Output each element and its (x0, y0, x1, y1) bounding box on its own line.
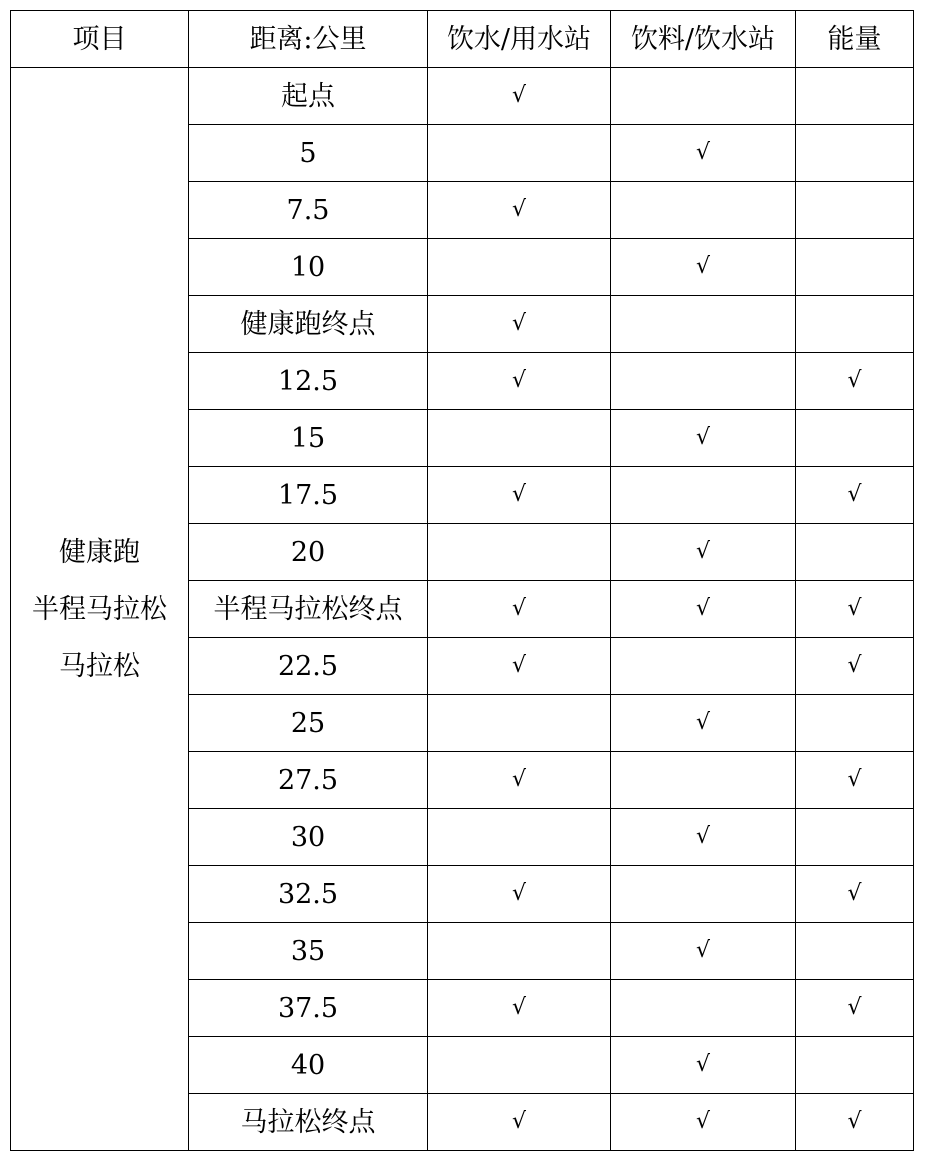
distance-cell: 7.5 (189, 182, 428, 239)
drink-station-check-cell: √ (611, 1037, 796, 1094)
drink-station-check-cell (611, 68, 796, 125)
project-name-line: 健康跑 (59, 536, 140, 568)
energy-check-cell: √ (796, 1094, 914, 1151)
table-row (11, 68, 914, 125)
energy-check-cell (796, 923, 914, 980)
drink-station-check-cell: √ (611, 1094, 796, 1151)
energy-check-cell: √ (796, 581, 914, 638)
energy-check-cell: √ (796, 467, 914, 524)
energy-check-cell (796, 1037, 914, 1094)
distance-cell: 40 (189, 1037, 428, 1094)
water-station-check-cell (428, 809, 611, 866)
project-name-line: 半程马拉松 (32, 593, 167, 625)
distance-cell: 健康跑终点 (189, 296, 428, 353)
supply-station-table-container (10, 10, 914, 1151)
water-station-check-cell (428, 923, 611, 980)
energy-check-cell: √ (796, 980, 914, 1037)
water-station-check-cell (428, 1037, 611, 1094)
drink-station-check-cell: √ (611, 809, 796, 866)
drink-station-check-cell: √ (611, 695, 796, 752)
project-cell (11, 68, 189, 1151)
energy-check-cell (796, 125, 914, 182)
drink-station-check-cell: √ (611, 923, 796, 980)
header-row (11, 11, 914, 68)
energy-check-cell: √ (796, 866, 914, 923)
energy-check-cell (796, 182, 914, 239)
energy-check-cell: √ (796, 353, 914, 410)
drink-station-check-cell: √ (611, 125, 796, 182)
energy-check-cell (796, 695, 914, 752)
distance-cell: 35 (189, 923, 428, 980)
water-station-check-cell: √ (428, 980, 611, 1037)
drink-station-check-cell (611, 866, 796, 923)
drink-station-check-cell: √ (611, 410, 796, 467)
header-distance: 距离:公里 (189, 11, 428, 68)
water-station-check-cell: √ (428, 182, 611, 239)
water-station-check-cell (428, 125, 611, 182)
energy-check-cell: √ (796, 638, 914, 695)
water-station-check-cell: √ (428, 752, 611, 809)
energy-check-cell (796, 410, 914, 467)
energy-check-cell (796, 68, 914, 125)
energy-check-cell (796, 296, 914, 353)
header-energy: 能量 (796, 11, 914, 68)
water-station-check-cell (428, 410, 611, 467)
energy-check-cell (796, 809, 914, 866)
water-station-check-cell: √ (428, 68, 611, 125)
drink-station-check-cell (611, 296, 796, 353)
water-station-check-cell: √ (428, 296, 611, 353)
water-station-check-cell: √ (428, 638, 611, 695)
water-station-check-cell: √ (428, 866, 611, 923)
water-station-check-cell: √ (428, 353, 611, 410)
drink-station-check-cell (611, 980, 796, 1037)
drink-station-check-cell (611, 467, 796, 524)
table-body (11, 68, 914, 1151)
energy-check-cell (796, 239, 914, 296)
distance-cell: 32.5 (189, 866, 428, 923)
distance-cell: 27.5 (189, 752, 428, 809)
distance-cell: 5 (189, 125, 428, 182)
drink-station-check-cell (611, 752, 796, 809)
drink-station-check-cell (611, 638, 796, 695)
water-station-check-cell: √ (428, 581, 611, 638)
header-water-station: 饮水/用水站 (428, 11, 611, 68)
distance-cell: 22.5 (189, 638, 428, 695)
drink-station-check-cell: √ (611, 581, 796, 638)
distance-cell: 12.5 (189, 353, 428, 410)
project-name-line: 马拉松 (59, 650, 140, 682)
supply-station-table (10, 10, 914, 1151)
drink-station-check-cell: √ (611, 239, 796, 296)
water-station-check-cell (428, 239, 611, 296)
distance-cell: 25 (189, 695, 428, 752)
distance-cell: 37.5 (189, 980, 428, 1037)
distance-cell: 30 (189, 809, 428, 866)
drink-station-check-cell (611, 182, 796, 239)
water-station-check-cell (428, 524, 611, 581)
header-drink-station: 饮料/饮水站 (611, 11, 796, 68)
energy-check-cell: √ (796, 752, 914, 809)
drink-station-check-cell (611, 353, 796, 410)
distance-cell: 20 (189, 524, 428, 581)
header-project: 项目 (11, 11, 189, 68)
energy-check-cell (796, 524, 914, 581)
distance-cell: 起点 (189, 68, 428, 125)
water-station-check-cell: √ (428, 467, 611, 524)
drink-station-check-cell: √ (611, 524, 796, 581)
water-station-check-cell: √ (428, 1094, 611, 1151)
distance-cell: 马拉松终点 (189, 1094, 428, 1151)
distance-cell: 15 (189, 410, 428, 467)
water-station-check-cell (428, 695, 611, 752)
distance-cell: 10 (189, 239, 428, 296)
distance-cell: 17.5 (189, 467, 428, 524)
distance-cell: 半程马拉松终点 (189, 581, 428, 638)
